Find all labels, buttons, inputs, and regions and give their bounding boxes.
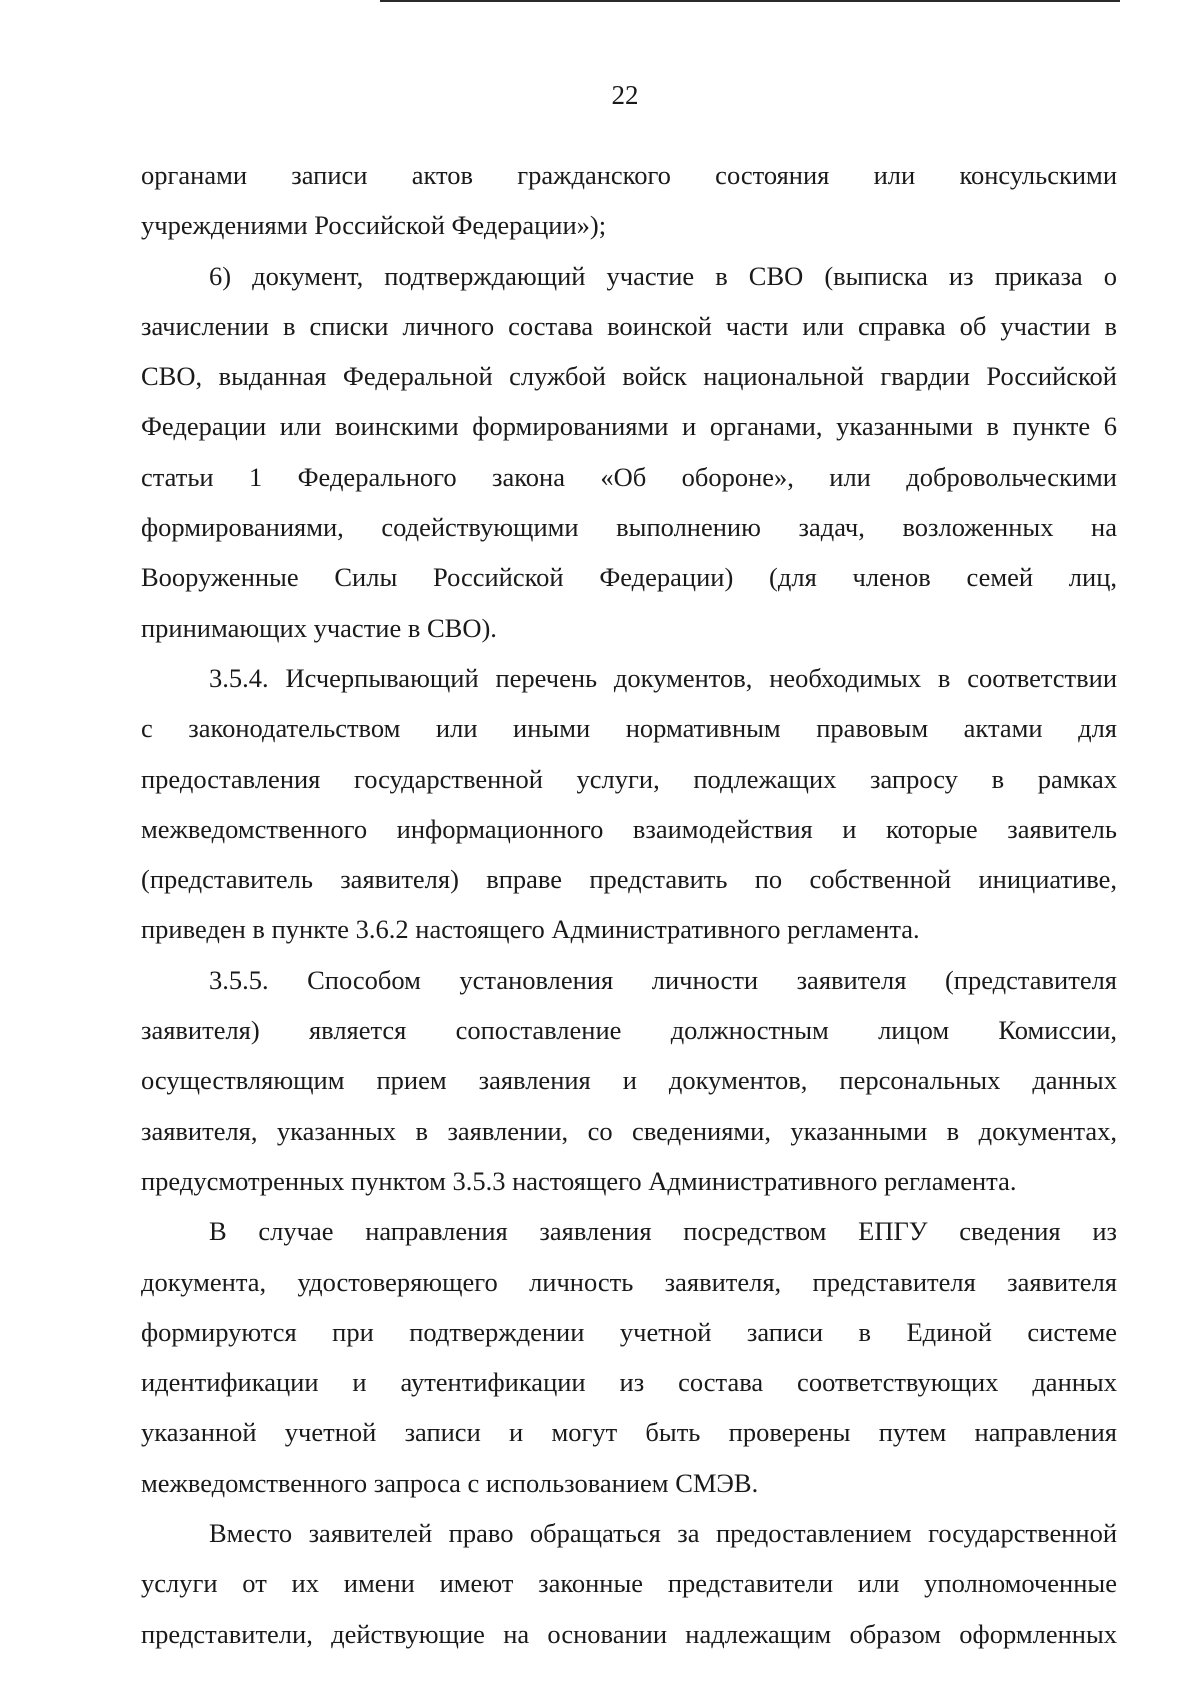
text-line: услуги от их имени имеют законные представители или уполномоченные xyxy=(141,1568,1117,1599)
text-line: 3.5.5. Способом установления личности заявителя (представителя xyxy=(209,964,1117,995)
text-line: 3.5.4. Исчерпывающий перечень документов, необходимых в соответствии xyxy=(209,662,1117,693)
text-line: приведен в пункте 3.6.2 настоящего Административного регламента. xyxy=(141,914,920,945)
text-line: принимающих участие в СВО). xyxy=(141,612,497,643)
text-line: формированиями, содействующими выполнению задач, возложенных на xyxy=(141,512,1117,543)
paragraph-representatives xyxy=(141,1508,1117,1659)
paragraph-continuation xyxy=(141,150,1117,251)
text-line: Вооруженные Силы Российской Федерации) (для членов семей лиц, xyxy=(141,562,1117,593)
text-line: зачислении в списки личного состава воинской части или справка об участии в xyxy=(141,310,1117,341)
text-line: В случае направления заявления посредством ЕПГУ сведения из xyxy=(209,1216,1117,1247)
paragraph-3-5-5 xyxy=(141,955,1117,1206)
text-line: Вместо заявителей право обращаться за предоставлением государственной xyxy=(209,1518,1117,1549)
text-line: межведомственного информационного взаимодействия и которые заявитель xyxy=(141,813,1117,844)
text-line: 6) документ, подтверждающий участие в СВО (выписка из приказа о xyxy=(209,260,1117,291)
text-line: с законодательством или иными нормативным правовым актами для xyxy=(141,713,1117,744)
text-line: статьи 1 Федерального закона «Об обороне», или добровольческими xyxy=(141,461,1117,492)
document-body xyxy=(141,150,1117,1659)
text-line: предусмотренных пунктом 3.5.3 настоящего Административного регламента. xyxy=(141,1165,1017,1196)
text-line: учреждениями Российской Федерации»); xyxy=(141,210,607,241)
text-line: СВО, выданная Федеральной службой войск национальной гвардии Российской xyxy=(141,361,1117,392)
page-number: 22 xyxy=(611,80,639,110)
text-line: заявителя, указанных в заявлении, со сведениями, указанными в документах, xyxy=(141,1115,1117,1146)
text-line: идентификации и аутентификации из состава соответствующих данных xyxy=(141,1367,1117,1398)
top-border-line xyxy=(380,0,1120,2)
paragraph-item-6 xyxy=(141,251,1117,653)
text-line: предоставления государственной услуги, подлежащих запросу в рамках xyxy=(141,763,1117,794)
text-line: органами записи актов гражданского состояния или консульскими xyxy=(141,160,1117,190)
text-line: формируются при подтверждении учетной записи в Единой системе xyxy=(141,1316,1117,1347)
paragraph-3-5-4 xyxy=(141,653,1117,955)
text-line: Федерации или воинскими формированиями и органами, указанными в пункте 6 xyxy=(141,411,1117,442)
paragraph-epgu xyxy=(141,1206,1117,1508)
text-line: осуществляющим прием заявления и документов, персональных данных xyxy=(141,1065,1117,1096)
text-line: заявителя) является сопоставление должностным лицом Комиссии, xyxy=(141,1015,1117,1046)
text-line: межведомственного запроса с использованием СМЭВ. xyxy=(141,1467,759,1498)
text-line: документа, удостоверяющего личность заявителя, представителя заявителя xyxy=(141,1266,1117,1297)
text-line: (представитель заявителя) вправе представить по собственной инициативе, xyxy=(141,864,1117,895)
text-line: представители, действующие на основании надлежащим образом оформленных xyxy=(141,1618,1117,1649)
text-line: указанной учетной записи и могут быть проверены путем направления xyxy=(141,1417,1117,1448)
